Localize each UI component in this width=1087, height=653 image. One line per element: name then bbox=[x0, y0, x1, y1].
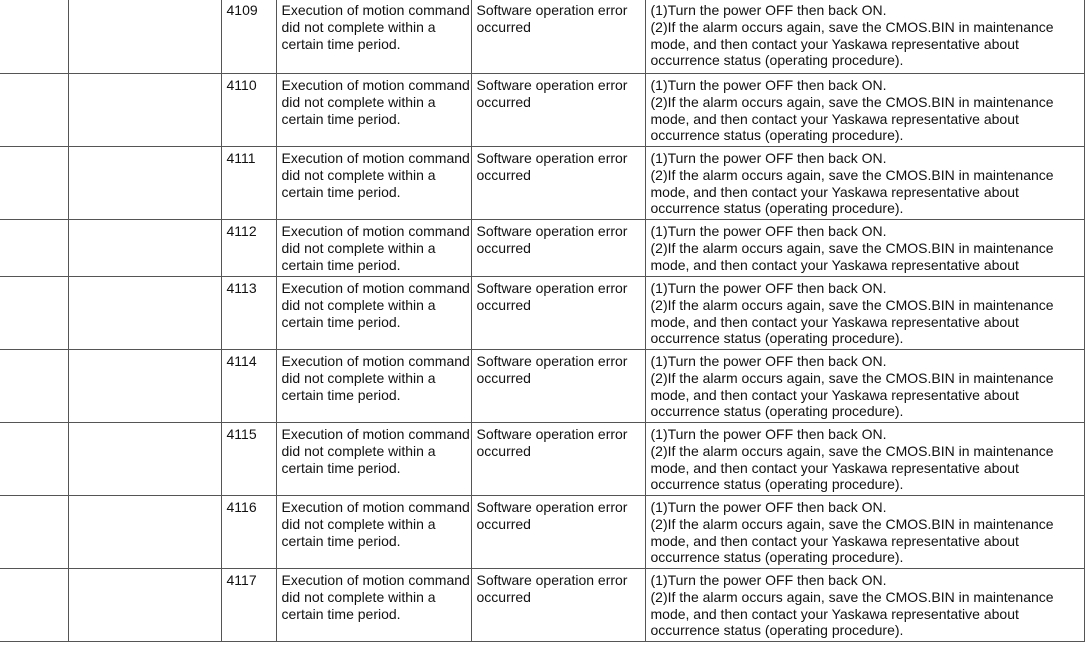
alarm-remedy-cell-line: (1)Turn the power OFF then back ON. bbox=[650, 353, 887, 369]
alarm-remedy-cell-line: (2)If the alarm occurs again, save the CMOS.BIN in maintenance bbox=[650, 93, 1054, 110]
alarm-description-cell-line: certain time period. bbox=[281, 110, 401, 127]
alarm-remedy-cell-line: (2)If the alarm occurs again, save the CMOS.BIN in maintenance bbox=[650, 442, 1054, 459]
blank-cell-subcategory bbox=[68, 350, 221, 423]
alarm-remedy-cell-line: mode, and then contact your Yaskawa representative about bbox=[650, 605, 1019, 622]
alarm-cause-cell bbox=[471, 350, 645, 423]
alarm-description-cell-line: Execution of motion command bbox=[281, 572, 470, 588]
alarm-cause-cell bbox=[471, 423, 645, 496]
alarm-remedy-cell-line: (2)If the alarm occurs again, save the CMOS.BIN in maintenance bbox=[650, 18, 1054, 35]
alarm-cause-cell-line: Software operation error bbox=[476, 426, 628, 442]
alarm-cause-cell-line: Software operation error bbox=[476, 353, 628, 369]
alarm-remedy-cell bbox=[645, 350, 1084, 423]
alarm-description-cell bbox=[276, 220, 471, 277]
alarm-remedy-cell-line: occurrence status (operating procedure). bbox=[650, 476, 904, 493]
table-row bbox=[0, 0, 1084, 74]
table-row bbox=[0, 569, 1084, 642]
alarm-cause-cell bbox=[471, 220, 645, 277]
blank-cell-subcategory bbox=[68, 74, 221, 147]
alarm-description-cell-line: Execution of motion command bbox=[281, 150, 470, 166]
alarm-remedy-cell-line: (1)Turn the power OFF then back ON. bbox=[650, 499, 887, 515]
alarm-cause-cell-line: Software operation error bbox=[476, 223, 628, 239]
alarm-remedy-cell-line: (1)Turn the power OFF then back ON. bbox=[650, 2, 887, 18]
alarm-remedy-cell bbox=[645, 0, 1084, 74]
alarm-remedy-cell bbox=[645, 74, 1084, 147]
table-row bbox=[0, 74, 1084, 147]
alarm-remedy-cell-line: mode, and then contact your Yaskawa representative about bbox=[650, 313, 1019, 330]
alarm-remedy-cell-line: occurrence status (operating procedure). bbox=[650, 127, 904, 144]
alarm-remedy-cell-line: (2)If the alarm occurs again, save the CMOS.BIN in maintenance bbox=[650, 166, 1054, 183]
alarm-description-cell bbox=[276, 0, 471, 74]
alarm-description-cell-line: certain time period. bbox=[281, 256, 401, 273]
table-row bbox=[0, 496, 1084, 569]
alarm-cause-cell-line: Software operation error bbox=[476, 280, 628, 296]
alarm-remedy-cell-line: occurrence status (operating procedure). bbox=[650, 330, 904, 347]
alarm-description-cell-line: certain time period. bbox=[281, 386, 401, 403]
blank-cell-subcategory bbox=[68, 569, 221, 642]
alarm-remedy-cell-line: (1)Turn the power OFF then back ON. bbox=[650, 426, 887, 442]
alarm-description-cell-line: did not complete within a bbox=[281, 166, 436, 183]
alarm-description-cell-line: did not complete within a bbox=[281, 18, 436, 35]
alarm-remedy-cell-line: occurrence status (operating procedure). bbox=[650, 200, 904, 217]
alarm-description-cell-line: Execution of motion command bbox=[281, 280, 470, 296]
alarm-description-cell-line: Execution of motion command bbox=[281, 77, 470, 93]
blank-cell-category bbox=[0, 423, 68, 496]
blank-cell-subcategory bbox=[68, 0, 221, 74]
alarm-cause-cell-line: occurred bbox=[476, 515, 531, 532]
alarm-cause-cell bbox=[471, 147, 645, 220]
alarm-description-cell bbox=[276, 74, 471, 147]
alarm-cause-cell-line: occurred bbox=[476, 93, 531, 110]
alarm-remedy-cell bbox=[645, 220, 1084, 277]
blank-cell-subcategory bbox=[68, 220, 221, 277]
alarm-description-cell bbox=[276, 496, 471, 569]
alarm-cause-cell-line: occurred bbox=[476, 369, 531, 386]
alarm-cause-cell-line: Software operation error bbox=[476, 572, 628, 588]
alarm-description-cell-line: did not complete within a bbox=[281, 588, 436, 605]
alarm-remedy-cell-line: (1)Turn the power OFF then back ON. bbox=[650, 223, 887, 239]
blank-cell-category bbox=[0, 147, 68, 220]
alarm-cause-cell-line: Software operation error bbox=[476, 2, 628, 18]
blank-cell-category bbox=[0, 569, 68, 642]
table-row bbox=[0, 277, 1084, 350]
blank-cell-subcategory bbox=[68, 496, 221, 569]
alarm-remedy-cell-line: (2)If the alarm occurs again, save the CMOS.BIN in maintenance bbox=[650, 296, 1054, 313]
alarm-description-cell-line: did not complete within a bbox=[281, 239, 436, 256]
alarm-remedy-cell-line: (1)Turn the power OFF then back ON. bbox=[650, 572, 887, 588]
alarm-description-cell-line: Execution of motion command bbox=[281, 426, 470, 442]
alarm-remedy-cell-line: occurrence status (operating procedure). bbox=[650, 549, 904, 566]
alarm-description-cell-line: certain time period. bbox=[281, 605, 401, 622]
alarm-remedy-cell-line: mode, and then contact your Yaskawa representative about bbox=[650, 35, 1019, 52]
alarm-remedy-cell-line: mode, and then contact your Yaskawa representative about bbox=[650, 183, 1019, 200]
alarm-remedy-cell-line: (2)If the alarm occurs again, save the CMOS.BIN in maintenance bbox=[650, 515, 1054, 532]
alarm-description-cell-line: Execution of motion command bbox=[281, 223, 470, 239]
alarm-remedy-cell-line: (1)Turn the power OFF then back ON. bbox=[650, 77, 887, 93]
alarm-description-cell-line: Execution of motion command bbox=[281, 2, 470, 18]
blank-cell-category bbox=[0, 350, 68, 423]
alarm-description-cell bbox=[276, 277, 471, 350]
alarm-remedy-cell bbox=[645, 569, 1084, 642]
alarm-description-cell-line: certain time period. bbox=[281, 183, 401, 200]
blank-cell-category bbox=[0, 220, 68, 277]
alarm-cause-cell-line: occurred bbox=[476, 239, 531, 256]
alarm-cause-cell bbox=[471, 74, 645, 147]
alarm-description-cell-line: certain time period. bbox=[281, 313, 401, 330]
alarm-remedy-cell bbox=[645, 277, 1084, 350]
alarm-description-cell-line: certain time period. bbox=[281, 35, 401, 52]
alarm-remedy-cell-line: mode, and then contact your Yaskawa representative about bbox=[650, 110, 1019, 127]
alarm-description-cell-line: Execution of motion command bbox=[281, 353, 470, 369]
alarm-remedy-cell-line: mode, and then contact your Yaskawa representative about bbox=[650, 256, 1019, 273]
alarm-remedy-cell-line: (1)Turn the power OFF then back ON. bbox=[650, 150, 887, 166]
alarm-description-cell bbox=[276, 423, 471, 496]
alarm-description-cell-line: did not complete within a bbox=[281, 442, 436, 459]
alarm-cause-cell-line: occurred bbox=[476, 588, 531, 605]
alarm-code-cell: 4109 bbox=[221, 0, 276, 74]
alarm-cause-cell-line: Software operation error bbox=[476, 499, 628, 515]
alarm-code-cell: 4111 bbox=[221, 147, 276, 220]
table-row bbox=[0, 220, 1084, 277]
blank-cell-category bbox=[0, 496, 68, 569]
alarm-remedy-cell bbox=[645, 147, 1084, 220]
alarm-cause-cell-line: Software operation error bbox=[476, 150, 628, 166]
alarm-description-cell-line: certain time period. bbox=[281, 532, 401, 549]
alarm-description-cell-line: did not complete within a bbox=[281, 369, 436, 386]
blank-cell-subcategory bbox=[68, 277, 221, 350]
table-row bbox=[0, 147, 1084, 220]
alarm-code-cell: 4115 bbox=[221, 423, 276, 496]
table-row bbox=[0, 350, 1084, 423]
alarm-code-cell: 4116 bbox=[221, 496, 276, 569]
alarm-cause-cell bbox=[471, 277, 645, 350]
alarm-cause-cell-line: occurred bbox=[476, 166, 531, 183]
alarm-description-cell-line: did not complete within a bbox=[281, 515, 436, 532]
alarm-remedy-cell-line: (1)Turn the power OFF then back ON. bbox=[650, 280, 887, 296]
alarm-cause-cell-line: occurred bbox=[476, 296, 531, 313]
table-row bbox=[0, 423, 1084, 496]
alarm-code-cell: 4117 bbox=[221, 569, 276, 642]
alarm-remedy-cell-line: mode, and then contact your Yaskawa representative about bbox=[650, 532, 1019, 549]
alarm-code-cell: 4110 bbox=[221, 74, 276, 147]
alarm-cause-cell-line: occurred bbox=[476, 442, 531, 459]
alarm-description-cell bbox=[276, 350, 471, 423]
alarm-cause-cell bbox=[471, 569, 645, 642]
alarm-remedy-cell-line: (2)If the alarm occurs again, save the CMOS.BIN in maintenance bbox=[650, 239, 1054, 256]
alarm-remedy-cell-line: (2)If the alarm occurs again, save the CMOS.BIN in maintenance bbox=[650, 369, 1054, 386]
alarm-remedy-cell-line: mode, and then contact your Yaskawa representative about bbox=[650, 386, 1019, 403]
alarm-description-cell-line: certain time period. bbox=[281, 459, 401, 476]
blank-cell-category bbox=[0, 277, 68, 350]
alarm-cause-cell bbox=[471, 496, 645, 569]
alarm-description-cell-line: Execution of motion command bbox=[281, 499, 470, 515]
alarm-cause-cell-line: occurred bbox=[476, 18, 531, 35]
alarm-code-cell: 4114 bbox=[221, 350, 276, 423]
alarm-remedy-cell-line: mode, and then contact your Yaskawa representative about bbox=[650, 459, 1019, 476]
blank-cell-category bbox=[0, 0, 68, 74]
alarm-description-cell-line: did not complete within a bbox=[281, 296, 436, 313]
alarm-code-cell: 4113 bbox=[221, 277, 276, 350]
alarm-cause-cell-line: Software operation error bbox=[476, 77, 628, 93]
alarm-remedy-cell bbox=[645, 423, 1084, 496]
blank-cell-subcategory bbox=[68, 423, 221, 496]
alarm-remedy-cell-line: occurrence status (operating procedure). bbox=[650, 52, 904, 69]
alarm-description-cell-line: did not complete within a bbox=[281, 93, 436, 110]
alarm-remedy-cell bbox=[645, 496, 1084, 569]
blank-cell-category bbox=[0, 74, 68, 147]
alarm-remedy-cell-line: (2)If the alarm occurs again, save the CMOS.BIN in maintenance bbox=[650, 588, 1054, 605]
alarm-cause-cell bbox=[471, 0, 645, 74]
alarm-description-cell bbox=[276, 569, 471, 642]
alarm-description-cell bbox=[276, 147, 471, 220]
blank-cell-subcategory bbox=[68, 147, 221, 220]
alarm-remedy-cell-line: occurrence status (operating procedure). bbox=[650, 622, 904, 639]
alarm-code-cell: 4112 bbox=[221, 220, 276, 277]
alarm-remedy-cell-line: occurrence status (operating procedure). bbox=[650, 403, 904, 420]
